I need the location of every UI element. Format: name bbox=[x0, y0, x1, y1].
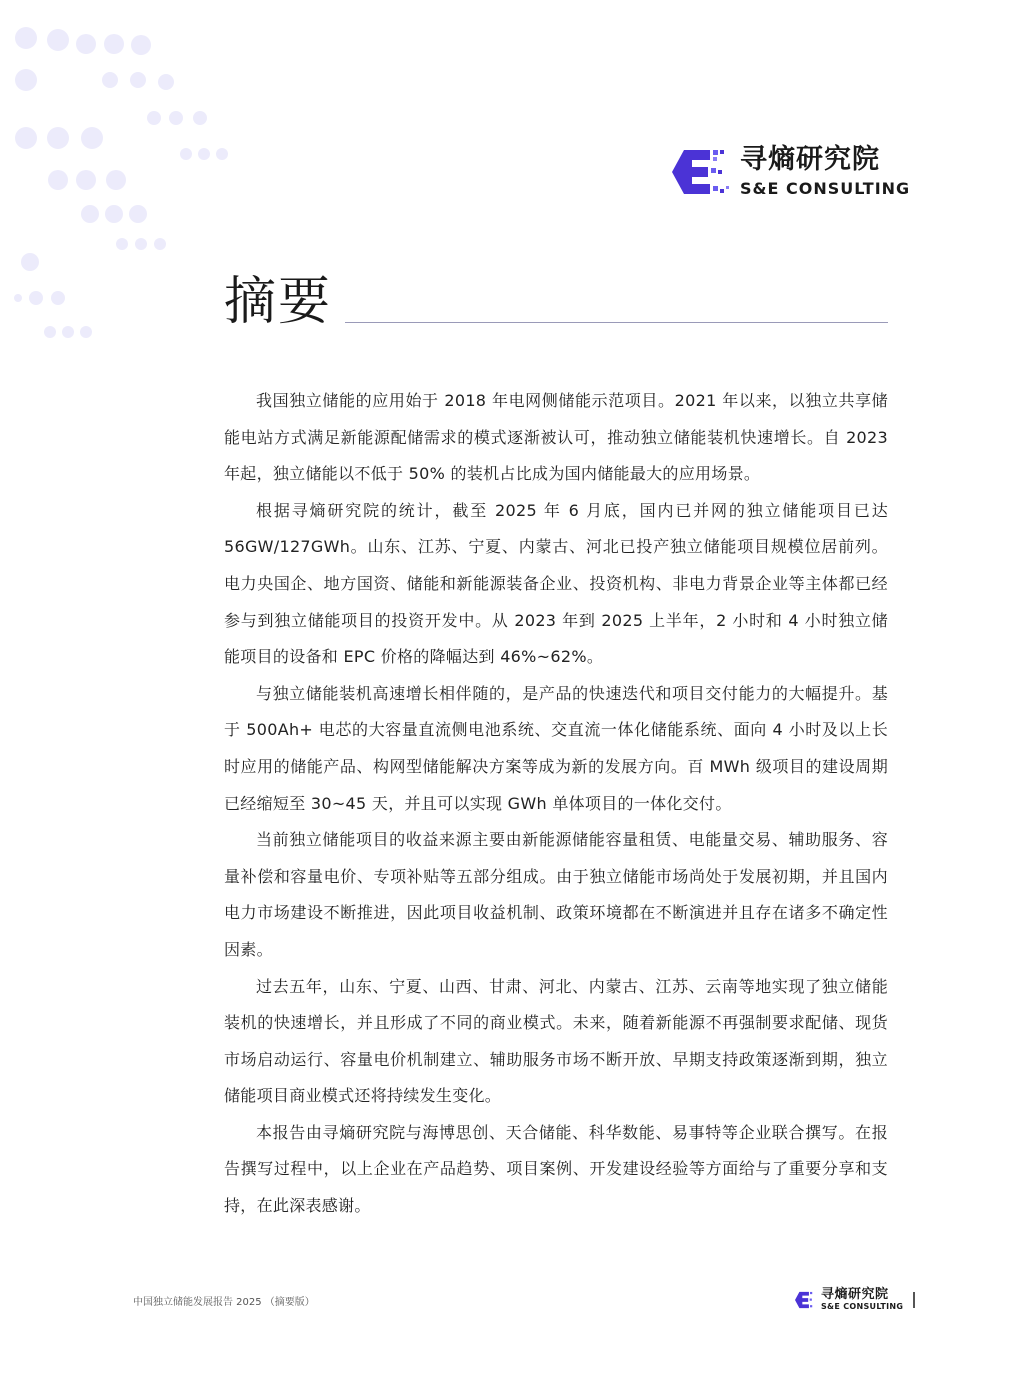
brand-logo bbox=[672, 144, 910, 200]
footer-brand-logo bbox=[795, 1288, 903, 1312]
paragraph: 当前独立储能项目的收益来源主要由新能源储能容量租赁、电能量交易、辅助服务、容量补偿和容量电价、专项补贴等五部分组成。由于独立储能市场尚处于发展初期，并且国内电力市场建设不断推进，因此项目收益机制、政策环境都在不断演进并且存在诸多不确定性因素。 bbox=[224, 830, 888, 959]
summary-body bbox=[224, 383, 888, 1225]
page-marker-bar bbox=[913, 1292, 915, 1308]
paragraph: 我国独立储能的应用始于 2018 年电网侧储能示范项目。2021 年以来，以独立共享储能电站方式满足新能源配储需求的模式逐渐被认可，推动独立储能装机快速增长。自 2023 年起，独立储能以不低于 50% 的装机占比成为国内储能最大的应用场景。 bbox=[224, 391, 888, 484]
footer-brand-name-en: S&E CONSULTING bbox=[821, 1302, 904, 1311]
paragraph: 根据寻熵研究院的统计，截至 2025 年 6 月底，国内已并网的独立储能项目已达 56GW/127GWh。山东、江苏、宁夏、内蒙古、河北已投产独立储能项目规模位居前列。电力央国企、地方国资、储能和新能源装备企业、投资机构、非电力背景企业等主体都已经参与到独立储能项目的投资开发中。从 2023 年到 2025 上半年，2 小时和 4 小时独立储能项目的设备和 EPC 价格的降幅达到 46%~62%。 bbox=[224, 500, 888, 667]
paragraph: 过去五年，山东、宁夏、山西、甘肃、河北、内蒙古、江苏、云南等地实现了独立储能装机的快速增长，并且形成了不同的商业模式。未来，随着新能源不再强制要求配储、现货市场启动运行、容量电价机制建立、辅助服务市场不断开放、早期支持政策逐渐到期，独立储能项目商业模式还将持续发生变化。 bbox=[224, 976, 888, 1106]
brand-name-cn: 寻熵研究院 bbox=[740, 144, 880, 175]
brand-name-en: S&E CONSULTING bbox=[740, 179, 911, 198]
decorative-dot-pattern bbox=[0, 0, 240, 360]
title-divider bbox=[345, 322, 888, 323]
paragraph: 本报告由寻熵研究院与海博思创、天合储能、科华数能、易事特等企业联合撰写。在报告撰写过程中，以上企业在产品趋势、项目案例、开发建设经验等方面给与了重要分享和支持，在此深表感谢。 bbox=[224, 1122, 888, 1216]
page-title: 摘要 bbox=[224, 272, 333, 332]
brand-e-logo-small-icon bbox=[795, 1289, 817, 1311]
brand-e-logo-icon bbox=[672, 144, 732, 200]
footer-brand-name-cn: 寻熵研究院 bbox=[821, 1287, 889, 1302]
footer-report-title: 中国独立储能发展报告 2025 （摘要版） bbox=[133, 1297, 315, 1308]
paragraph: 与独立储能装机高速增长相伴随的，是产品的快速迭代和项目交付能力的大幅提升。基于 500Ah+ 电芯的大容量直流侧电池系统、交直流一体化储能系统、面向 4 小时及以上长时应用的储能产品、构网型储能解决方案等成为新的发展方向。百 MWh 级项目的建设周期已经缩短至 30~45 天，并且可以实现 GWh 单体项目的一体化交付。 bbox=[224, 683, 888, 813]
